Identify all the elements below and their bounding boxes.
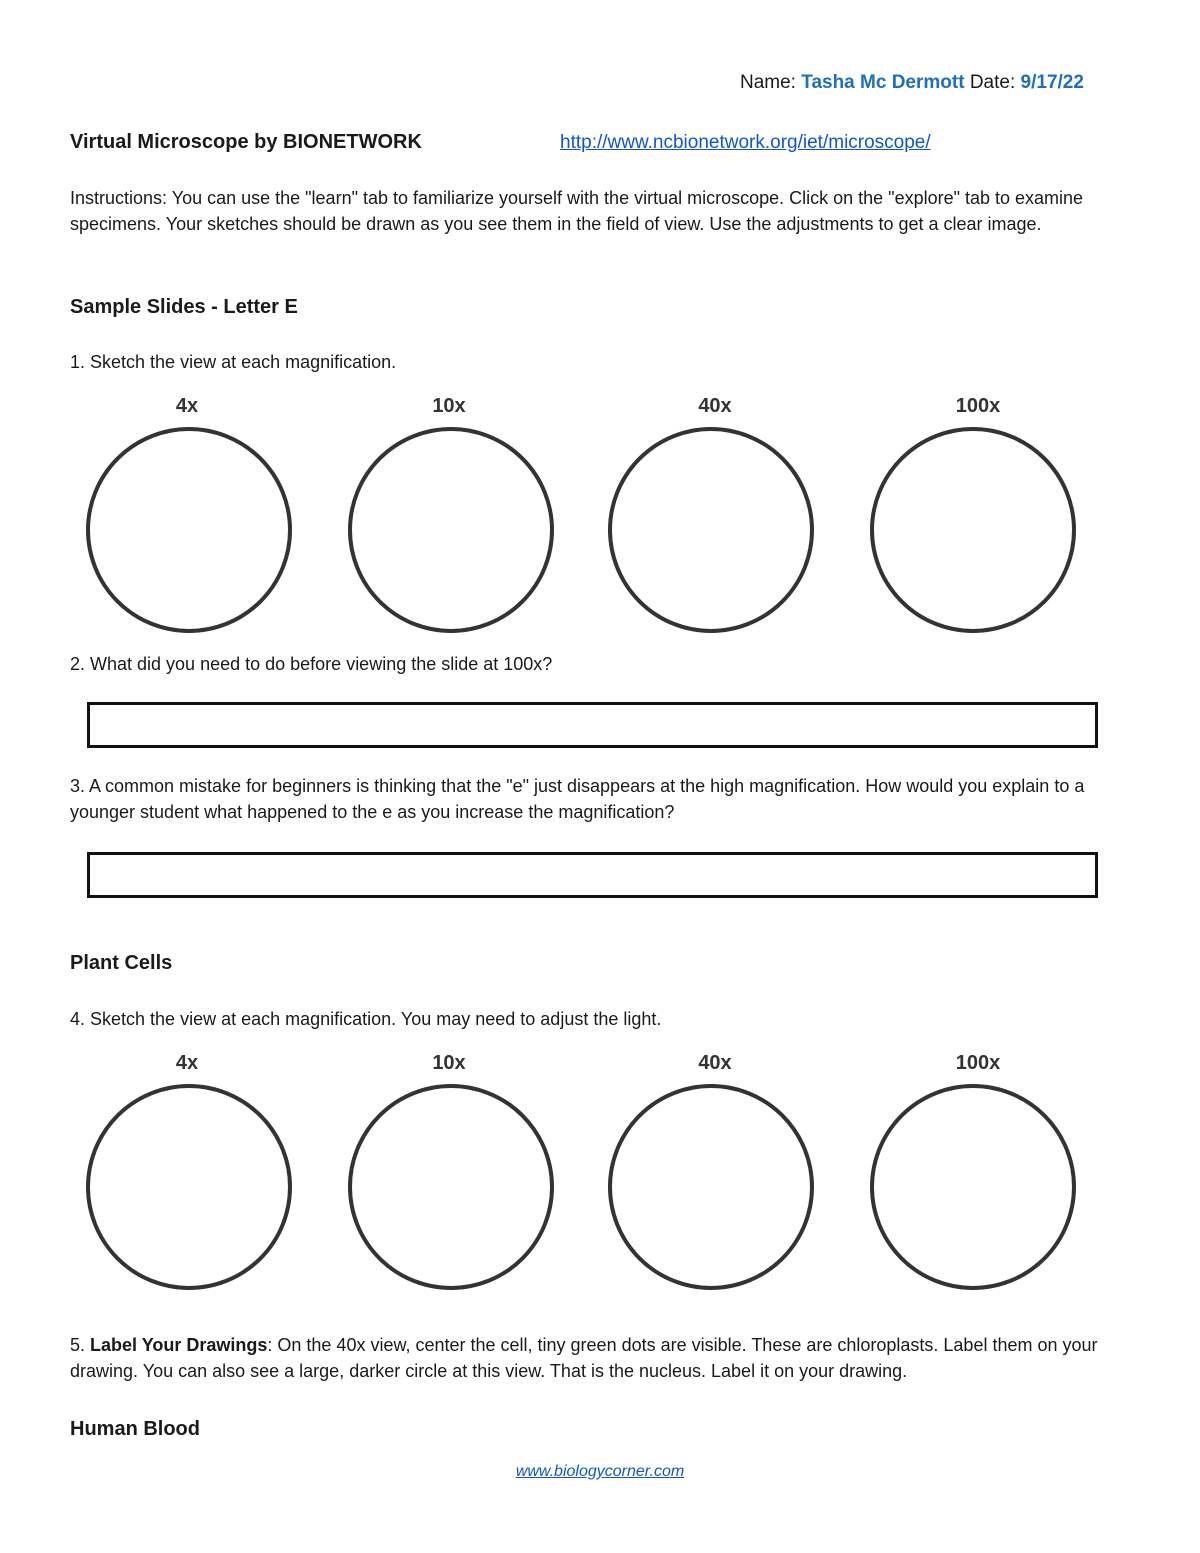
mag-label-40x: 40x bbox=[698, 1052, 732, 1074]
question-4: 4. Sketch the view at each magnification. You may need to adjust the light. bbox=[70, 1009, 662, 1029]
sketch-circle-10x[interactable] bbox=[350, 1086, 552, 1288]
section-heading-letter-e: Sample Slides - Letter E bbox=[70, 296, 298, 318]
section-heading-human-blood: Human Blood bbox=[70, 1418, 200, 1440]
microscope-link[interactable]: http://www.ncbionetwork.org/iet/microscope/ bbox=[560, 132, 931, 153]
sketch-circle-40x[interactable] bbox=[610, 1086, 812, 1288]
sketch-circle-10x[interactable] bbox=[350, 429, 552, 631]
sketch-circle-100x[interactable] bbox=[872, 1086, 1074, 1288]
mag-label-100x: 100x bbox=[955, 1052, 1001, 1074]
name-label: Name: bbox=[740, 72, 796, 93]
section-heading-plant-cells: Plant Cells bbox=[70, 952, 173, 974]
answer-box-2[interactable] bbox=[87, 702, 1098, 748]
sketch-circle-40x[interactable] bbox=[610, 429, 812, 631]
question-3: 3. A common mistake for beginners is thinking that the "e" just disappears at the high magnification. How would you explain to a younger student what happened to the e as you increase the magnification? bbox=[70, 776, 1085, 822]
name-value[interactable]: Tasha Mc Dermott bbox=[801, 72, 965, 93]
magnification-circles-letter-e bbox=[0, 385, 1200, 645]
question-5 bbox=[70, 1332, 1140, 1384]
magnification-circles-plant-cells bbox=[0, 1042, 1200, 1302]
page-title: Virtual Microscope by BIONETWORK bbox=[70, 131, 422, 153]
question-1: 1. Sketch the view at each magnification. bbox=[70, 352, 397, 372]
mag-label-100x: 100x bbox=[955, 395, 1001, 417]
answer-box-3[interactable] bbox=[87, 852, 1098, 898]
name-date-line bbox=[740, 72, 1084, 94]
question-5-text: : On the 40x view, center the cell, tiny green dots are visible. These are chloroplasts. Label them on your drawing. You can also see a large, darker circle at this view. That is the nucleus. Label it on your drawing. bbox=[70, 1335, 1098, 1381]
question-2: 2. What did you need to do before viewing the slide at 100x? bbox=[70, 654, 553, 674]
question-5-bold-label: Label Your Drawings bbox=[90, 1335, 268, 1355]
date-label: Date: bbox=[969, 72, 1016, 93]
mag-label-10x: 10x bbox=[432, 395, 466, 417]
sketch-circle-4x[interactable] bbox=[88, 1086, 290, 1288]
footer-link-text[interactable]: www.biologycorner.com bbox=[515, 1463, 685, 1480]
date-value[interactable]: 9/17/22 bbox=[1020, 72, 1084, 93]
instructions-text: Instructions: You can use the "learn" tab to familiarize yourself with the virtual microscope. Click on the "explore" tab to examine specimens. Your sketches should be drawn as you see them in the field of view. Use the adjustments to get a clear image. bbox=[70, 188, 1084, 234]
mag-label-40x: 40x bbox=[698, 395, 732, 417]
mag-label-4x: 4x bbox=[175, 1052, 199, 1074]
footer-link[interactable] bbox=[0, 1463, 1200, 1481]
mag-label-4x: 4x bbox=[175, 395, 199, 417]
question-5-number: 5. bbox=[70, 1335, 91, 1355]
sketch-circle-4x[interactable] bbox=[88, 429, 290, 631]
mag-label-10x: 10x bbox=[432, 1052, 466, 1074]
sketch-circle-100x[interactable] bbox=[872, 429, 1074, 631]
